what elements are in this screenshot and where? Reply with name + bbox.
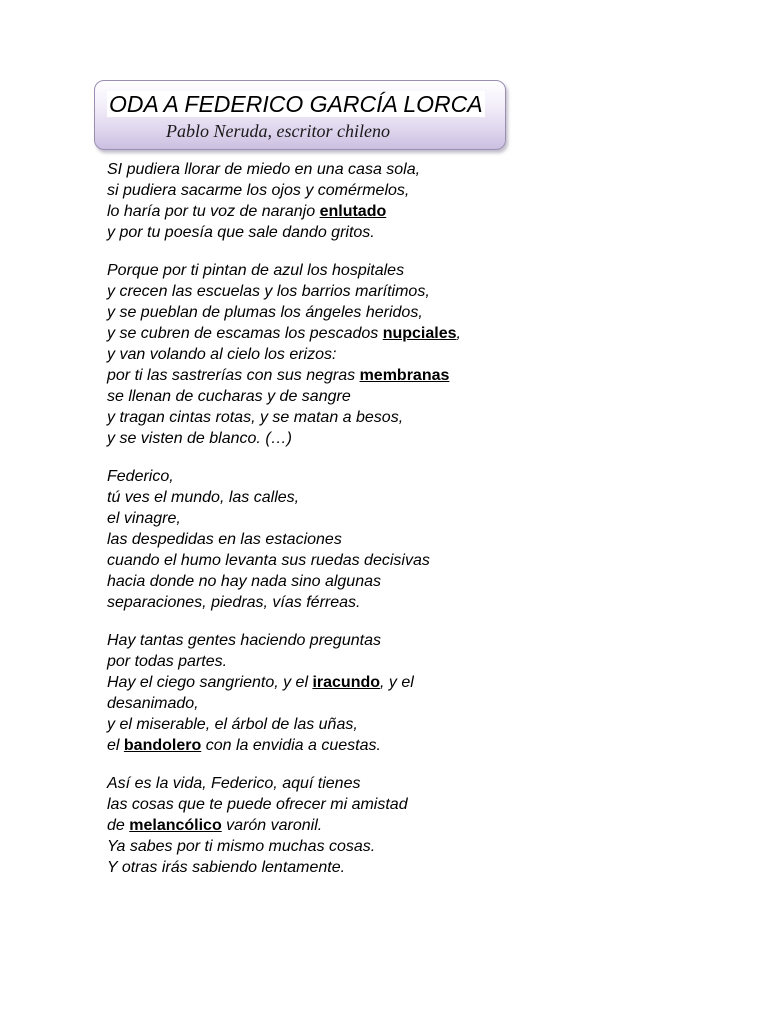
line-text: las cosas que te puede ofrecer mi amistad [107, 796, 408, 813]
poem-line [107, 773, 707, 794]
poem-line [107, 281, 707, 302]
line-text: y por tu poesía que sale dando gritos. [107, 224, 375, 241]
poem-line [107, 344, 707, 365]
line-text: y tragan cintas rotas, y se matan a besos, [107, 409, 404, 426]
poem-stanza [107, 630, 707, 756]
page-title: ODA A FEDERICO GARCÍA LORCA [109, 91, 483, 117]
poem-line [107, 323, 707, 344]
highlighted-word: iracundo [312, 674, 381, 691]
poem-line [107, 529, 707, 550]
line-text: cuando el humo levanta sus ruedas decisivas [107, 552, 430, 569]
poem-line [107, 836, 707, 857]
poem-line [107, 735, 707, 756]
poem-line [107, 714, 707, 735]
poem-line [107, 508, 707, 529]
line-text: desanimado, [107, 695, 199, 712]
line-text: si pudiera sacarme los ojos y comérmelos, [107, 182, 410, 199]
poem-line [107, 487, 707, 508]
poem-line [107, 201, 707, 222]
line-text: y crecen las escuelas y los barrios marítimos, [107, 283, 430, 300]
poem-line [107, 180, 707, 201]
highlighted-word: melancólico [129, 817, 222, 834]
line-text: el [107, 737, 124, 754]
poem-line [107, 222, 707, 243]
poem-line [107, 407, 707, 428]
line-text: lo haría por tu voz de naranjo [107, 203, 320, 220]
poem-stanza [107, 260, 707, 449]
line-text: Porque por ti pintan de azul los hospitales [107, 262, 405, 279]
poem-line [107, 651, 707, 672]
poem-line [107, 386, 707, 407]
line-text: Y otras irás sabiendo lentamente. [107, 859, 346, 876]
line-text: por todas partes. [107, 653, 228, 670]
poem-line [107, 592, 707, 613]
poem-line [107, 672, 707, 693]
poem-line [107, 466, 707, 487]
line-text: por ti las sastrerías con sus negras [107, 367, 360, 384]
line-text: se llenan de cucharas y de sangre [107, 388, 351, 405]
line-text: Así es la vida, Federico, aquí tienes [107, 775, 361, 792]
title-box [94, 80, 506, 150]
line-text: y se pueblan de plumas los ángeles heridos, [107, 304, 423, 321]
poem-line [107, 260, 707, 281]
line-text: Hay tantas gentes haciendo preguntas [107, 632, 381, 649]
poem-line [107, 302, 707, 323]
poem-line [107, 550, 707, 571]
poem-line [107, 693, 707, 714]
poem-stanza [107, 466, 707, 613]
poem-line [107, 159, 707, 180]
line-text: y el miserable, el árbol de las uñas, [107, 716, 358, 733]
page-subtitle: Pablo Neruda, escritor chileno [166, 121, 390, 141]
poem-stanza [107, 773, 707, 878]
line-text: de [107, 817, 130, 834]
line-text: y van volando al cielo los erizos: [107, 346, 337, 363]
poem-body [107, 159, 707, 895]
line-text: Ya sabes por ti mismo muchas cosas. [107, 838, 376, 855]
highlighted-word: membranas [359, 367, 450, 384]
line-text: el vinagre, [107, 510, 181, 527]
line-text: y se visten de blanco. (…) [107, 430, 292, 447]
highlighted-word: nupciales [382, 325, 457, 342]
highlighted-word: bandolero [123, 737, 202, 754]
poem-line [107, 428, 707, 449]
poem-line [107, 794, 707, 815]
line-text: tú ves el mundo, las calles, [107, 489, 300, 506]
line-text: varón varonil. [221, 817, 323, 834]
poem-line [107, 365, 707, 386]
poem-line [107, 571, 707, 592]
line-text: y se cubren de escamas los pescados [107, 325, 383, 342]
poem-line [107, 857, 707, 878]
line-text: hacia donde no hay nada sino algunas [107, 573, 381, 590]
line-text: SI pudiera llorar de miedo en una casa sola, [107, 161, 421, 178]
line-text: las despedidas en las estaciones [107, 531, 342, 548]
line-text: Federico, [107, 468, 174, 485]
poem-stanza [107, 159, 707, 243]
line-text: , [456, 325, 461, 342]
line-text: , y el [380, 674, 414, 691]
poem-line [107, 815, 707, 836]
poem-line [107, 630, 707, 651]
line-text: Hay el ciego sangriento, y el [107, 674, 313, 691]
highlighted-word: enlutado [319, 203, 387, 220]
line-text: separaciones, piedras, vías férreas. [107, 594, 361, 611]
line-text: con la envidia a cuestas. [201, 737, 381, 754]
